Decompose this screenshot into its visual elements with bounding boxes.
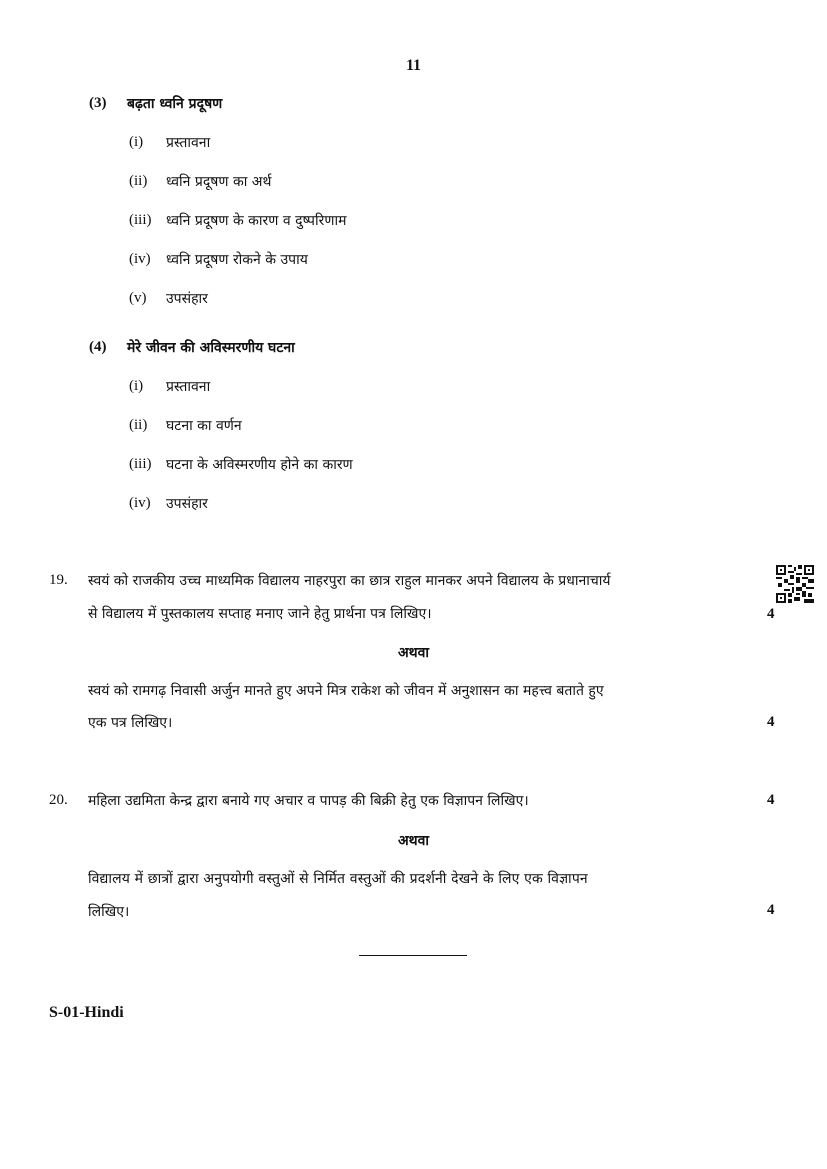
question-text: विद्यालय में छात्रों द्वारा अनुपयोगी वस्तुओं से निर्मित वस्तुओं की प्रदर्शनी देखने के लिए एक विज्ञापन	[88, 871, 588, 887]
list-item-number: (iii)	[129, 456, 152, 472]
list-item-text: ध्वनि प्रदूषण रोकने के उपाय	[166, 252, 308, 268]
marks: 4	[767, 606, 775, 622]
list-item-text: उपसंहार	[166, 496, 208, 512]
page-number: 11	[405, 57, 422, 74]
section-number: (3)	[89, 95, 107, 111]
list-item-number: (i)	[129, 378, 144, 394]
list-item-text: प्रस्तावना	[166, 135, 211, 151]
list-item-number: (iv)	[129, 495, 151, 511]
list-item-text: ध्वनि प्रदूषण के कारण व दुष्परिणाम	[166, 213, 347, 229]
list-item-number: (iii)	[129, 212, 152, 228]
question-number: 19.	[49, 572, 68, 588]
footer-code: S-01-Hindi	[49, 1004, 124, 1021]
list-item-text: घटना के अविस्मरणीय होने का कारण	[166, 457, 353, 473]
list-item-text: ध्वनि प्रदूषण का अर्थ	[166, 174, 272, 190]
question-text: महिला उद्यमिता केन्द्र द्वारा बनाये गए अचार व पापड़ की बिक्री हेतु एक विज्ञापन लिखिए।	[88, 793, 529, 809]
question-text: स्वयं को रामगढ़ निवासी अर्जुन मानते हुए अपने मित्र राकेश को जीवन में अनुशासन का महत्त्व बताते हुए	[88, 683, 604, 699]
section-title: बढ़ता ध्वनि प्रदूषण	[127, 96, 223, 112]
question-text: एक पत्र लिखिए।	[88, 715, 173, 731]
section-title: मेरे जीवन की अविस्मरणीय घटना	[127, 340, 295, 356]
list-item-text: उपसंहार	[166, 291, 208, 307]
list-item-text: घटना का वर्णन	[166, 418, 242, 434]
qr-code-icon	[776, 565, 814, 603]
question-text: से विद्यालय में पुस्तकालय सप्ताह मनाए जाने हेतु प्रार्थना पत्र लिखिए।	[88, 606, 432, 622]
list-item-text: प्रस्तावना	[166, 379, 211, 395]
list-item-number: (i)	[129, 134, 144, 150]
question-text: स्वयं को राजकीय उच्च माध्यमिक विद्यालय नाहरपुरा का छात्र राहुल मानकर अपने विद्यालय के प्रधानाचार्य	[88, 573, 611, 589]
list-item-number: (v)	[129, 290, 147, 306]
marks: 4	[767, 792, 775, 808]
question-text: लिखिए।	[88, 904, 130, 920]
list-item-number: (ii)	[129, 417, 148, 433]
list-item-number: (iv)	[129, 251, 151, 267]
or-label: अथवा	[397, 833, 430, 849]
or-label: अथवा	[397, 645, 430, 661]
marks: 4	[767, 714, 775, 730]
section-number: (4)	[89, 339, 107, 355]
marks: 4	[767, 902, 775, 918]
end-divider	[359, 955, 467, 956]
list-item-number: (ii)	[129, 173, 148, 189]
question-number: 20.	[49, 792, 68, 808]
